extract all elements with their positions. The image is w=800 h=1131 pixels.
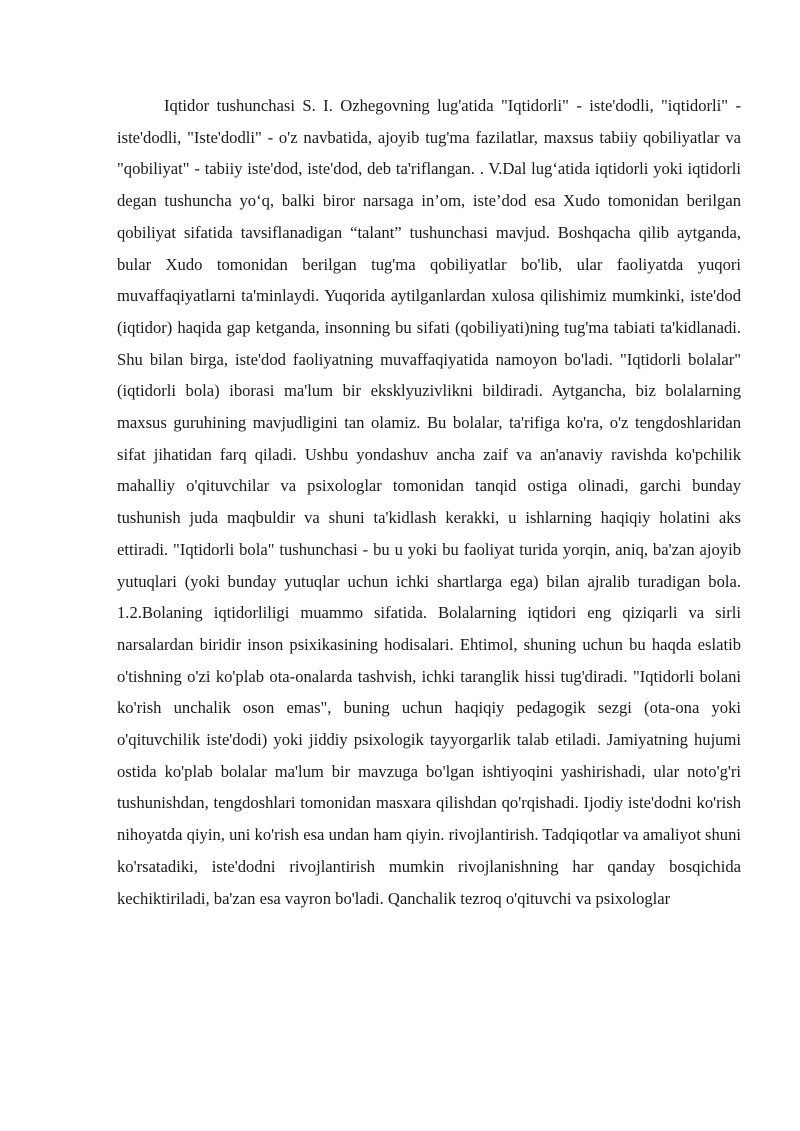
body-paragraph: Iqtidor tushunchasi S. I. Ozhegovning lug'atida "Iqtidorli" - iste'dodli, "iqtidorli" - iste'dodli, "Iste'dodli" - o'z navbatida, ajoyib tug'ma fazilatlar, maxsus tabiiy qobiliyatlar va "qobiliyat" - tabiiy iste'dod, iste'dod, deb ta'riflangan. . V.Dal lug‘atida iqtidorli yoki iqtidorli degan tushuncha yo‘q, balki biror narsaga in’om, iste’dod esa Xudo tomonidan berilgan qobiliyat sifatida tavsiflanadigan “talant” tushunchasi mavjud. Boshqacha qilib aytganda, bular Xudo tomonidan berilgan tug'ma qobiliyatlar bo'lib, ular faoliyatda yuqori muvaffaqiyatlarni ta'minlaydi. Yuqorida aytilganlardan xulosa qilishimiz mumkinki, iste'dod (iqtidor) haqida gap ketganda, insonning bu sifati (qobiliyati)ning tug'ma tabiati ta'kidlanadi. Shu bilan birga, iste'dod faoliyatning muvaffaqiyatida namoyon bo'ladi. "Iqtidorli bolalar" (iqtidorli bola) iborasi ma'lum bir eksklyuzivlikni bildiradi. Aytgancha, biz bolalarning maxsus guruhining mavjudligini tan olamiz. Bu bolalar, ta'rifiga ko'ra, o'z tengdoshlaridan sifat jihatidan farq qiladi. Ushbu yondashuv ancha zaif va an'anaviy ravishda ko'pchilik mahalliy o'qituvchilar va psixologlar tomonidan tanqid ostiga olinadi, garchi bunday tushunish juda maqbuldir va shuni ta'kidlash kerakki, u ishlarning haqiqiy holatini aks ettiradi. "Iqtidorli bola" tushunchasi - bu u yoki bu faoliyat turida yorqin, aniq, ba'zan ajoyib yutuqlari (yoki bunday yutuqlar uchun ichki shartlarga ega) bilan ajralib turadigan bola. 1.2.Bolaning iqtidorliligi muammo sifatida. Bolalarning iqtidori eng qiziqarli va sirli narsalardan biridir inson psixikasining hodisalari. Ehtimol, shuning uchun bu haqda eslatib o'tishning o'zi ko'plab ota-onalarda tashvish, ichki taranglik hissi tug'diradi. "Iqtidorli bolani ko'rish unchalik oson emas", buning uchun haqiqiy pedagogik sezgi (ota-ona yoki o'qituvchilik iste'dodi) yoki jiddiy psixologik tayyorgarlik talab etiladi. Jamiyatning hujumi ostida ko'plab bolalar ma'lum bir mavzuga bo'lgan ishtiyoqini yashirishadi, ular noto'g'ri tushunishdan, tengdoshlari tomonidan masxara qilishdan qo'rqishadi. Ijodiy iste'dodni ko'rish nihoyatda qiyin, uni ko'rish esa undan ham qiyin. rivojlantirish. Tadqiqotlar va amaliyot shuni ko'rsatadiki, iste'dodni rivojlantirish mumkin rivojlanishning har qanday bosqichida kechiktiriladi, ba'zan esa vayron bo'ladi. Qanchalik tezroq o'qituvchi va psixologlar — [117, 96, 741, 908]
